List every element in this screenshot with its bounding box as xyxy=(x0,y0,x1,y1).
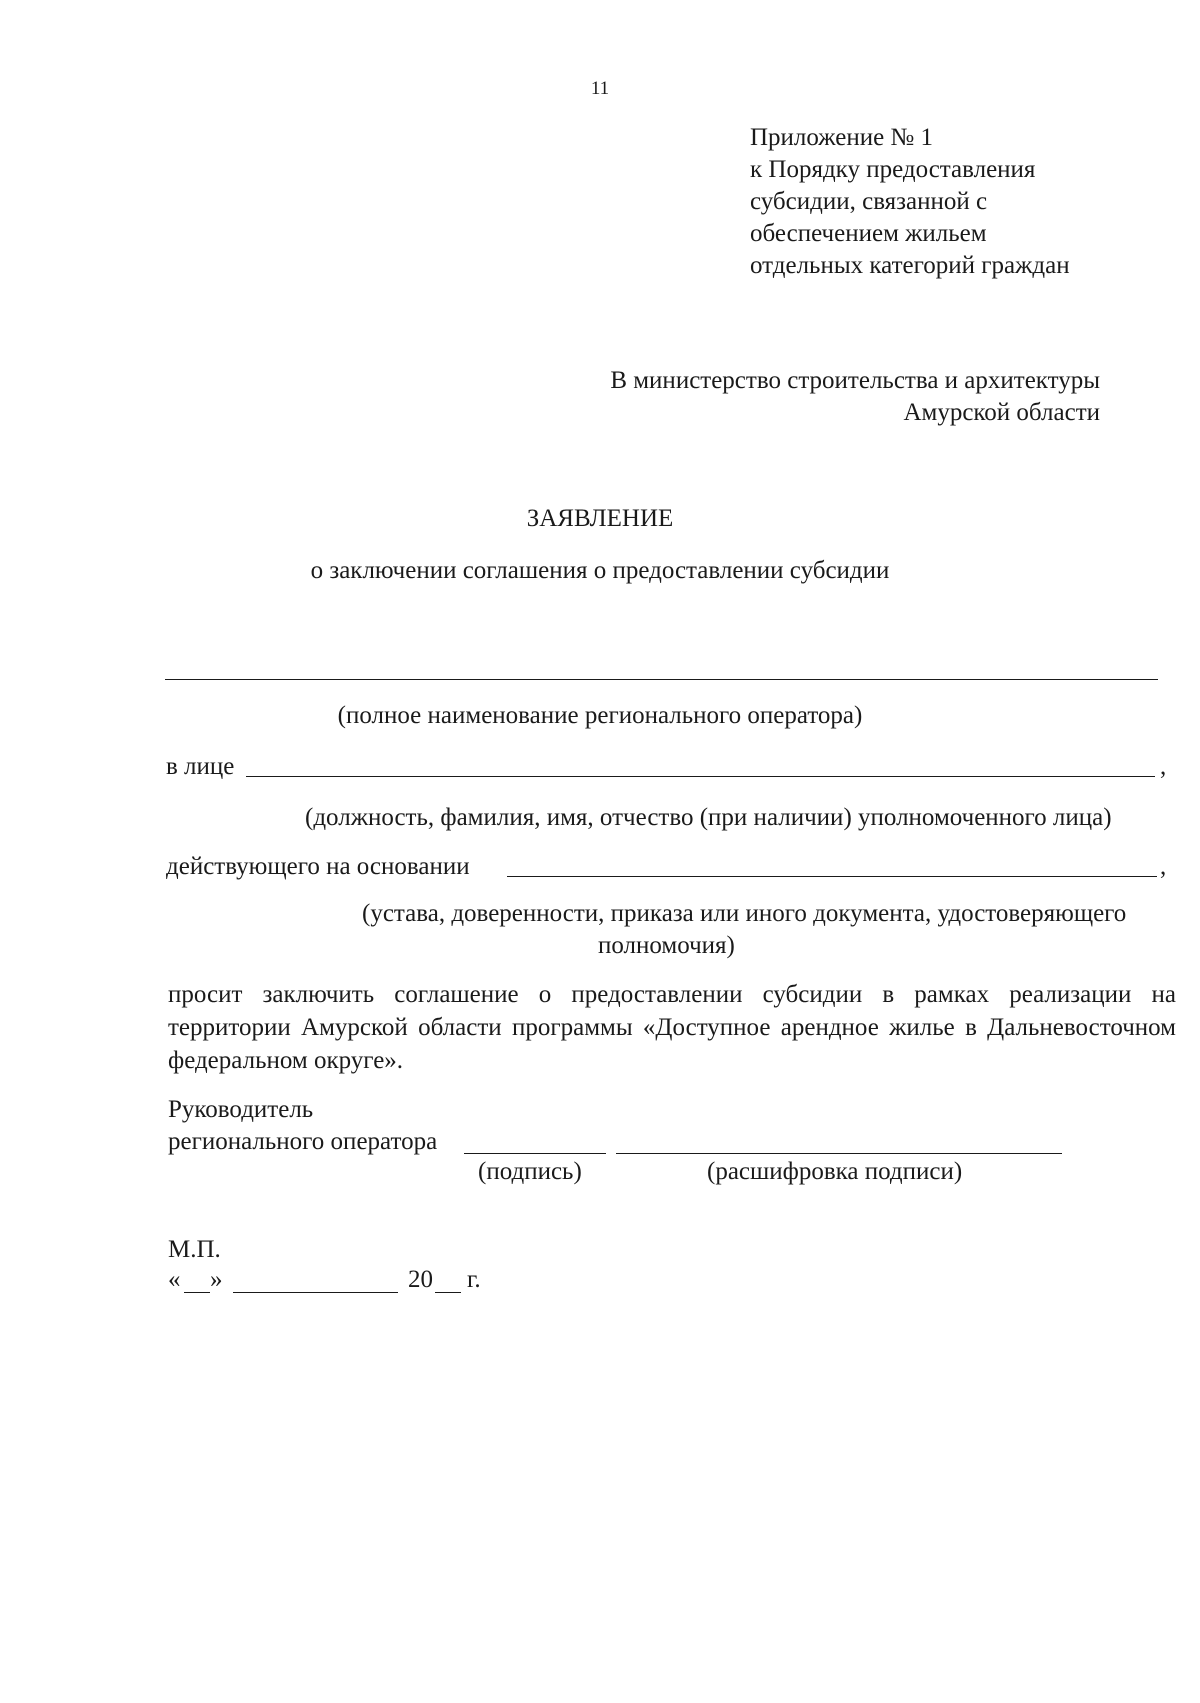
head-label: Руководитель xyxy=(168,1096,314,1123)
basis-caption-line2: полномочия) xyxy=(598,932,735,959)
document-title: ЗАЯВЛЕНИЕ xyxy=(526,505,674,532)
addressee xyxy=(610,365,1100,429)
request-paragraph: просит заключить соглашение о предоставлении субсидии в рамках реализации на территории Амурской области программы «Доступное арендное жилье в Дальневосточном федеральном округе». xyxy=(168,981,1176,1074)
operator-label: регионального оператора xyxy=(168,1128,438,1155)
appendix-line: к Порядку предоставления xyxy=(750,156,1036,183)
signature-field[interactable] xyxy=(464,1153,606,1154)
year-prefix: 20 xyxy=(408,1266,433,1293)
basis-label: действующего на основании xyxy=(166,853,470,880)
date-year-field[interactable] xyxy=(435,1292,461,1293)
operator-name-caption: (полное наименование регионального оператора) xyxy=(337,702,863,729)
authorized-person-field[interactable] xyxy=(246,776,1155,777)
signature-decode-caption: (расшифровка подписи) xyxy=(707,1158,963,1185)
in-person-label: в лице xyxy=(166,753,235,780)
appendix-line: обеспечением жильем xyxy=(750,220,987,247)
year-suffix: г. xyxy=(467,1266,481,1293)
date-day-field[interactable] xyxy=(184,1292,210,1293)
date-open-quote: « xyxy=(168,1266,181,1293)
document-subtitle: о заключении соглашения о предоставлении субсидии xyxy=(310,557,890,584)
appendix-line: отдельных категорий граждан xyxy=(750,252,1070,279)
appendix-header xyxy=(750,122,1070,282)
operator-name-field[interactable] xyxy=(165,679,1158,680)
date-month-field[interactable] xyxy=(233,1292,398,1293)
authorized-person-caption: (должность, фамилия, имя, отчество (при наличии) уполномоченного лица) xyxy=(305,804,1112,831)
date-close-quote: » xyxy=(210,1266,223,1293)
basis-caption-line1: (устава, доверенности, приказа или иного документа, удостоверяющего xyxy=(362,900,1127,927)
addressee-line: В министерство строительства и архитектуры xyxy=(610,367,1100,394)
comma: , xyxy=(1160,753,1167,780)
signature-caption: (подпись) xyxy=(478,1158,582,1185)
basis-document-field[interactable] xyxy=(507,876,1157,877)
appendix-line: субсидии, связанной с xyxy=(750,188,988,215)
page-number: 11 xyxy=(590,78,610,99)
addressee-line: Амурской области xyxy=(903,399,1100,426)
comma: , xyxy=(1160,853,1167,880)
appendix-line: Приложение № 1 xyxy=(750,124,934,151)
signature-decode-field[interactable] xyxy=(616,1153,1062,1154)
stamp-label: М.П. xyxy=(168,1236,221,1263)
